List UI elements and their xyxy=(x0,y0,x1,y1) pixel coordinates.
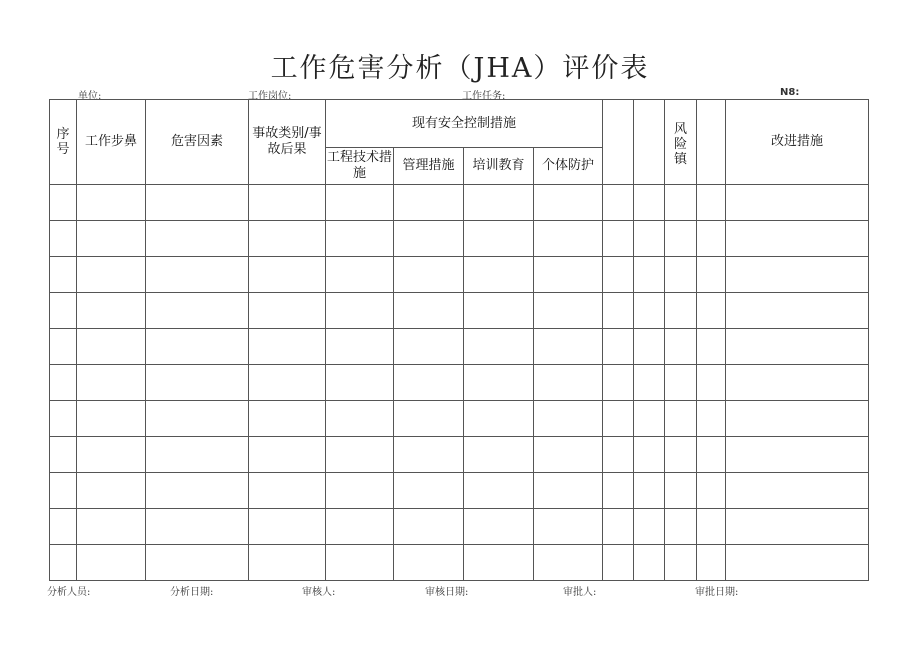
table-cell[interactable] xyxy=(634,401,665,437)
table-cell[interactable] xyxy=(249,509,326,545)
table-cell[interactable] xyxy=(634,185,665,221)
table-cell[interactable] xyxy=(50,185,77,221)
header-ppe: 个体防护 xyxy=(534,148,603,185)
table-cell[interactable] xyxy=(77,437,146,473)
table-cell[interactable] xyxy=(146,365,249,401)
table-cell[interactable] xyxy=(464,545,534,581)
position-label: 工作岗位: xyxy=(248,91,292,102)
jha-table xyxy=(49,99,869,581)
table-cell[interactable] xyxy=(726,509,869,545)
table-cell[interactable] xyxy=(249,401,326,437)
approver-label: 审批人: xyxy=(563,587,597,598)
page-title: 工作危害分析（JHA）评价表 xyxy=(270,53,650,84)
table-cell[interactable] xyxy=(326,185,394,221)
table-cell[interactable] xyxy=(77,365,146,401)
table-cell[interactable] xyxy=(534,257,603,293)
table-cell[interactable] xyxy=(249,293,326,329)
table-cell[interactable] xyxy=(603,509,634,545)
analysis-date-label: 分析日期: xyxy=(170,587,214,598)
table-cell[interactable] xyxy=(146,329,249,365)
table-cell[interactable] xyxy=(603,293,634,329)
table-cell[interactable] xyxy=(146,473,249,509)
table-row xyxy=(50,257,869,293)
table-row xyxy=(50,401,869,437)
table-cell[interactable] xyxy=(50,509,77,545)
table-row xyxy=(50,365,869,401)
table-cell[interactable] xyxy=(464,257,534,293)
table-cell[interactable] xyxy=(77,221,146,257)
table-cell[interactable] xyxy=(534,329,603,365)
table-cell[interactable] xyxy=(726,545,869,581)
table-cell[interactable] xyxy=(326,329,394,365)
table-cell[interactable] xyxy=(326,473,394,509)
table-cell[interactable] xyxy=(394,293,464,329)
header-blank-2 xyxy=(634,100,665,185)
table-cell[interactable] xyxy=(146,401,249,437)
table-cell[interactable] xyxy=(146,221,249,257)
table-cell[interactable] xyxy=(77,185,146,221)
table-cell[interactable] xyxy=(464,401,534,437)
table-cell[interactable] xyxy=(326,221,394,257)
table-cell[interactable] xyxy=(634,365,665,401)
table-cell[interactable] xyxy=(634,437,665,473)
table-cell[interactable] xyxy=(634,293,665,329)
table-cell[interactable] xyxy=(50,473,77,509)
table-cell[interactable] xyxy=(534,473,603,509)
table-cell[interactable] xyxy=(603,329,634,365)
table-cell[interactable] xyxy=(697,437,726,473)
table-cell[interactable] xyxy=(50,293,77,329)
table-cell[interactable] xyxy=(50,257,77,293)
table-cell[interactable] xyxy=(697,545,726,581)
table-cell[interactable] xyxy=(665,545,697,581)
table-cell[interactable] xyxy=(394,185,464,221)
table-cell[interactable] xyxy=(665,221,697,257)
table-cell[interactable] xyxy=(146,185,249,221)
table-cell[interactable] xyxy=(603,545,634,581)
table-cell[interactable] xyxy=(726,293,869,329)
table-row xyxy=(50,185,869,221)
table-cell[interactable] xyxy=(665,437,697,473)
table-cell[interactable] xyxy=(726,365,869,401)
header-management: 管理措施 xyxy=(394,148,464,185)
table-cell[interactable] xyxy=(77,293,146,329)
table-cell[interactable] xyxy=(77,329,146,365)
table-cell[interactable] xyxy=(249,437,326,473)
table-cell[interactable] xyxy=(249,329,326,365)
table-cell[interactable] xyxy=(50,545,77,581)
table-cell[interactable] xyxy=(464,185,534,221)
table-body xyxy=(50,185,869,581)
table-cell[interactable] xyxy=(697,365,726,401)
table-cell[interactable] xyxy=(634,473,665,509)
table-cell[interactable] xyxy=(665,185,697,221)
table-cell[interactable] xyxy=(249,221,326,257)
table-cell[interactable] xyxy=(146,293,249,329)
table-cell[interactable] xyxy=(634,257,665,293)
table-cell[interactable] xyxy=(697,293,726,329)
table-cell[interactable] xyxy=(603,437,634,473)
table-cell[interactable] xyxy=(603,365,634,401)
table-row xyxy=(50,293,869,329)
table-cell[interactable] xyxy=(464,221,534,257)
table-cell[interactable] xyxy=(464,509,534,545)
table-cell[interactable] xyxy=(249,257,326,293)
table-cell[interactable] xyxy=(326,545,394,581)
table-cell[interactable] xyxy=(697,257,726,293)
table-cell[interactable] xyxy=(77,509,146,545)
header-improvement: 改进措施 xyxy=(726,100,869,185)
table-row xyxy=(50,221,869,257)
header-blank-3 xyxy=(697,100,726,185)
table-cell[interactable] xyxy=(665,509,697,545)
table-cell[interactable] xyxy=(464,473,534,509)
task-label: 工作任务: xyxy=(462,91,506,102)
table-row xyxy=(50,329,869,365)
table-cell[interactable] xyxy=(326,293,394,329)
table-cell[interactable] xyxy=(634,545,665,581)
table-cell[interactable] xyxy=(665,329,697,365)
table-row xyxy=(50,437,869,473)
header-training: 培训教育 xyxy=(464,148,534,185)
table-cell[interactable] xyxy=(77,473,146,509)
unit-label: 单位: xyxy=(78,91,102,102)
reviewer-label: 审核人: xyxy=(302,587,336,598)
table-cell[interactable] xyxy=(77,545,146,581)
number-label: N8: xyxy=(780,87,800,98)
table-cell[interactable] xyxy=(146,437,249,473)
table-cell[interactable] xyxy=(665,473,697,509)
table-cell[interactable] xyxy=(50,437,77,473)
header-accident: 事故类别/事故后果 xyxy=(249,100,326,185)
table-row xyxy=(50,545,869,581)
header-work-steps: 工作步鼻 xyxy=(77,100,146,185)
table-cell[interactable] xyxy=(249,473,326,509)
review-date-label: 审核日期: xyxy=(425,587,469,598)
table-cell[interactable] xyxy=(726,257,869,293)
table-cell[interactable] xyxy=(726,401,869,437)
header-seq: 序号 xyxy=(50,100,77,185)
table-cell[interactable] xyxy=(326,365,394,401)
table-cell[interactable] xyxy=(603,401,634,437)
table-cell[interactable] xyxy=(726,221,869,257)
table-cell[interactable] xyxy=(394,545,464,581)
table-cell[interactable] xyxy=(464,329,534,365)
table-cell[interactable] xyxy=(726,473,869,509)
table-cell[interactable] xyxy=(634,329,665,365)
analyst-label: 分析人员: xyxy=(47,587,91,598)
table-cell[interactable] xyxy=(603,257,634,293)
table-cell[interactable] xyxy=(464,437,534,473)
table-cell[interactable] xyxy=(394,473,464,509)
table-cell[interactable] xyxy=(326,437,394,473)
header-controls-group: 现有安全控制措施 xyxy=(326,100,603,148)
table-cell[interactable] xyxy=(697,329,726,365)
table-cell[interactable] xyxy=(534,401,603,437)
table-cell[interactable] xyxy=(50,365,77,401)
table-cell[interactable] xyxy=(726,437,869,473)
table-cell[interactable] xyxy=(146,257,249,293)
table-cell[interactable] xyxy=(464,365,534,401)
table-cell[interactable] xyxy=(77,401,146,437)
table-cell[interactable] xyxy=(464,293,534,329)
table-cell[interactable] xyxy=(326,257,394,293)
header-blank-1 xyxy=(603,100,634,185)
table-cell[interactable] xyxy=(394,365,464,401)
table-cell[interactable] xyxy=(50,401,77,437)
table-cell[interactable] xyxy=(603,221,634,257)
table-cell[interactable] xyxy=(394,437,464,473)
table-cell[interactable] xyxy=(394,329,464,365)
table-cell[interactable] xyxy=(394,257,464,293)
table-cell[interactable] xyxy=(534,221,603,257)
table-cell[interactable] xyxy=(697,185,726,221)
table-cell[interactable] xyxy=(534,365,603,401)
table-cell[interactable] xyxy=(146,509,249,545)
table-cell[interactable] xyxy=(603,185,634,221)
table-cell[interactable] xyxy=(697,509,726,545)
table-cell[interactable] xyxy=(534,509,603,545)
table-cell[interactable] xyxy=(665,365,697,401)
table-cell[interactable] xyxy=(726,185,869,221)
table-cell[interactable] xyxy=(697,473,726,509)
table-cell[interactable] xyxy=(77,257,146,293)
table-cell[interactable] xyxy=(665,401,697,437)
table-cell[interactable] xyxy=(534,437,603,473)
table-cell[interactable] xyxy=(634,509,665,545)
table-cell[interactable] xyxy=(534,293,603,329)
table-cell[interactable] xyxy=(665,293,697,329)
header-engineering: 工程技术措施 xyxy=(326,148,394,185)
table-cell[interactable] xyxy=(394,401,464,437)
table-cell[interactable] xyxy=(634,221,665,257)
table-cell[interactable] xyxy=(50,221,77,257)
table-cell[interactable] xyxy=(50,329,77,365)
table-cell[interactable] xyxy=(534,185,603,221)
table-cell[interactable] xyxy=(394,509,464,545)
approve-date-label: 审批日期: xyxy=(695,587,739,598)
table-cell[interactable] xyxy=(394,221,464,257)
table-cell[interactable] xyxy=(534,545,603,581)
table-cell[interactable] xyxy=(249,365,326,401)
table-cell[interactable] xyxy=(697,221,726,257)
table-cell[interactable] xyxy=(326,401,394,437)
table-row xyxy=(50,473,869,509)
table-row xyxy=(50,509,869,545)
table-cell[interactable] xyxy=(697,401,726,437)
table-cell[interactable] xyxy=(249,545,326,581)
table-cell[interactable] xyxy=(726,329,869,365)
header-hazards: 危害因素 xyxy=(146,100,249,185)
table-cell[interactable] xyxy=(326,509,394,545)
table-cell[interactable] xyxy=(603,473,634,509)
table-cell[interactable] xyxy=(146,545,249,581)
table-cell[interactable] xyxy=(665,257,697,293)
header-risk: 风险镇 xyxy=(665,100,697,185)
table-cell[interactable] xyxy=(249,185,326,221)
